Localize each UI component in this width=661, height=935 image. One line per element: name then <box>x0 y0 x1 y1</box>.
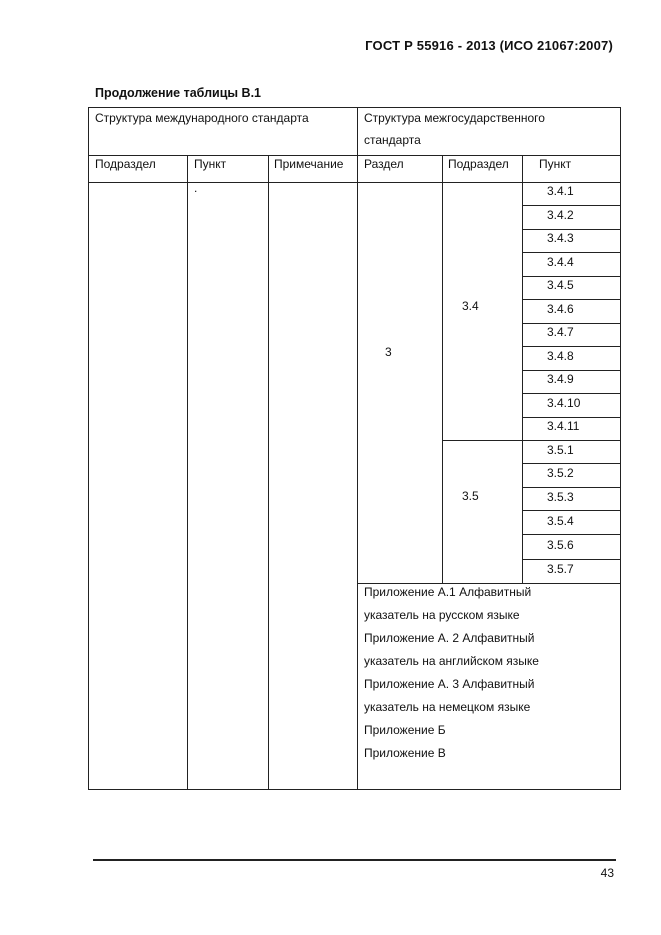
col-header-razdel: Раздел <box>364 157 404 171</box>
punkt-value: 3.4.9 <box>547 372 574 386</box>
header-interstate-line2: стандарта <box>364 133 421 147</box>
row-divider <box>522 463 621 464</box>
podrazdel-value: 3.5 <box>462 489 479 503</box>
row-divider <box>522 510 621 511</box>
punkt-value: 3.4.6 <box>547 302 574 316</box>
table-border-left <box>88 107 89 790</box>
row-divider <box>522 417 621 418</box>
appendix-line: Приложение А. 3 Алфавитный <box>364 677 535 691</box>
punkt-value: 3.4.2 <box>547 208 574 222</box>
punkt-value: 3.5.2 <box>547 466 574 480</box>
col-divider-4 <box>442 155 443 584</box>
row-divider <box>522 252 621 253</box>
row-divider <box>522 346 621 347</box>
row-divider <box>522 487 621 488</box>
header-row-divider <box>88 155 621 156</box>
header-international: Структура международного стандарта <box>95 111 309 125</box>
col-header-podrazdel: Подраздел <box>95 157 156 171</box>
punkt-value: 3.4.1 <box>547 184 574 198</box>
row-divider <box>522 370 621 371</box>
appendix-line: указатель на немецком языке <box>364 700 531 714</box>
appendix-line: Приложение А.1 Алфавитный <box>364 585 532 599</box>
row-divider <box>522 299 621 300</box>
appendix-line: Приложение Б <box>364 723 446 737</box>
row-divider <box>522 393 621 394</box>
column-header-divider <box>88 182 621 183</box>
structure-table <box>88 107 621 790</box>
appendix-line: указатель на английском языке <box>364 654 539 668</box>
appendix-line: Приложение А. 2 Алфавитный <box>364 631 535 645</box>
col-divider-3 <box>357 107 358 790</box>
row-divider <box>522 205 621 206</box>
podrazdel-value: 3.4 <box>462 299 479 313</box>
col-divider-1 <box>187 155 188 790</box>
row-divider <box>522 559 621 560</box>
appendix-line: указатель на русском языке <box>364 608 520 622</box>
punkt-value: 3.5.4 <box>547 514 574 528</box>
appendix-line: Приложение В <box>364 746 446 760</box>
col-divider-2 <box>268 155 269 790</box>
punkt-value: 3.4.4 <box>547 255 574 269</box>
punkt-value: 3.4.5 <box>547 278 574 292</box>
appendix-divider <box>357 583 621 584</box>
punkt-value: 3.5.3 <box>547 490 574 504</box>
punkt-value: 3.5.7 <box>547 562 574 576</box>
razdel-value: 3 <box>385 345 392 359</box>
table-border-top <box>88 107 621 108</box>
punkt-value: 3.4.10 <box>547 396 581 410</box>
row-divider <box>522 534 621 535</box>
page-header: ГОСТ Р 55916 - 2013 (ИСО 21067:2007) <box>365 38 613 53</box>
table-border-bottom <box>88 789 621 790</box>
punkt-value: 3.4.3 <box>547 231 574 245</box>
col-header-punkt-2: Пункт <box>539 157 572 171</box>
col-header-punkt: Пункт <box>194 157 227 171</box>
row-divider <box>522 323 621 324</box>
punkt-value: 3.4.7 <box>547 325 574 339</box>
col-header-primechanie: Примечание <box>274 157 344 171</box>
table-caption: Продолжение таблицы В.1 <box>95 86 261 100</box>
punkt-value: 3.4.8 <box>547 349 574 363</box>
table-border-right <box>620 107 621 790</box>
row-divider <box>522 276 621 277</box>
punkt-value: 3.4.11 <box>547 419 580 433</box>
footer-rule <box>93 859 616 861</box>
header-interstate-line1: Структура межгосударственного <box>364 111 545 125</box>
punkt-mark: . <box>194 181 198 195</box>
page-number: 43 <box>600 866 614 880</box>
punkt-value: 3.5.1 <box>547 443 574 457</box>
punkt-value: 3.5.6 <box>547 538 574 552</box>
col-header-podrazdel-2: Подраздел <box>448 157 509 171</box>
group-divider <box>442 440 621 441</box>
row-divider <box>522 229 621 230</box>
